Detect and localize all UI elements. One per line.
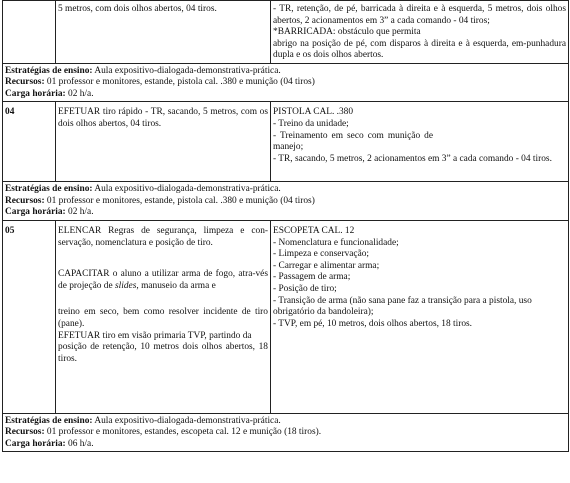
resources-line — [5, 77, 566, 89]
objective-text: EFETUAR tiro rápido - TR, sacando, 5 metros, com os dois olhos abertos, 04 tiros. — [58, 107, 268, 130]
strategies-line — [5, 66, 566, 78]
content-line: - Limpeza e conservação; — [273, 249, 370, 260]
strategies-value: Aula expositivo-dialogada-demonstrativa-prática. — [94, 65, 281, 76]
workload-value: 02 h/a. — [68, 88, 94, 99]
table-footer-row — [3, 182, 569, 221]
resources-label: Recursos: — [5, 77, 45, 88]
table-row — [3, 220, 569, 413]
unit-number-cell — [3, 1, 56, 64]
objective-text: 5 metros, com dois olhos abertos, 04 tiros. — [58, 4, 217, 14]
resources-label: Recursos: — [5, 195, 45, 206]
unit-number-cell: 05 — [3, 220, 56, 413]
course-plan-table — [2, 0, 569, 452]
objective-text: treino em seco, bem como resolver incidente de tiro (pane). — [58, 307, 268, 329]
content-line: PISTOLA CAL. .380 — [273, 107, 354, 118]
strategies-line — [5, 184, 566, 196]
resources-line — [5, 196, 566, 208]
table-row — [3, 102, 569, 182]
resources-label: Recursos: — [5, 427, 45, 438]
objective-cell — [56, 1, 271, 64]
content-cell — [271, 102, 569, 182]
strategies-value: Aula expositivo-dialogada-demonstrativa-prática. — [94, 415, 281, 426]
content-line: - Carregar e alimentar arma; — [273, 260, 380, 271]
resources-value: 01 professor e monitores, estandes, escopeta cal. 12 e munição (18 tiros). — [46, 427, 322, 438]
content-line: - Nomenclatura e funcionalidade; — [273, 237, 399, 248]
workload-label: Carga horária: — [5, 207, 66, 218]
resources-line — [5, 427, 566, 439]
content-line: obrigatório da bandoleira); — [273, 307, 374, 318]
content-line: - Treinamento em seco com munição de manejo; — [273, 130, 433, 153]
workload-line — [5, 207, 566, 219]
workload-value: 06 h/a. — [68, 438, 94, 449]
workload-label: Carga horária: — [5, 88, 66, 99]
strategies-label: Estratégias de ensino: — [5, 184, 93, 195]
workload-label: Carga horária: — [5, 438, 66, 449]
workload-value: 02 h/a. — [68, 207, 94, 218]
content-line: abrigo na posição de pé, com disparos à direita e à esquerda, em-punhadura dupla e os dois olhos abertos. — [273, 38, 566, 61]
table-row — [3, 1, 569, 64]
objective-cell — [56, 220, 271, 413]
block-footer — [3, 182, 569, 221]
objective-text: ELENCAR Regras de segurança, limpeza e con-servação, nomenclatura e posição de tiro. — [58, 225, 268, 248]
block-footer — [3, 413, 569, 452]
block-footer — [3, 63, 569, 102]
content-line: - TR, sacando, 5 metros, 2 acionamentos em 3” a cada comando - 04 tiros. — [273, 153, 552, 164]
workload-line — [5, 89, 566, 101]
content-line: - TVP, em pé, 10 metros, dois olhos abertos, 18 tiros. — [273, 318, 473, 329]
table-footer-row — [3, 63, 569, 102]
content-cell — [271, 220, 569, 413]
objective-text: CAPACITAR o aluno a utilizar arma de fogo, atra-vés de projeção de slides, manuseio da arma e — [58, 269, 268, 291]
resources-value: 01 professor e monitores, estande, pistola cal. .380 e munição (04 tiros) — [46, 77, 315, 88]
content-line: *BARRICADA: obstáculo que permita — [273, 27, 421, 38]
objective-text: posição de retenção, 10 metros dois olhos abertos, 18 tiros. — [58, 342, 268, 364]
objective-text: EFETUAR tiro em visão primaria TVP, partindo da — [58, 330, 252, 341]
content-line: - Transição de arma (não sana pane faz a transição para a pistola, uso — [273, 295, 532, 306]
content-line: - Treino da unidade; — [273, 119, 349, 130]
strategies-value: Aula expositivo-dialogada-demonstrativa-prática. — [94, 184, 281, 195]
content-line: ESCOPETA CAL. 12 — [273, 225, 355, 236]
content-cell — [271, 1, 569, 64]
content-line: - Passagem de arma; — [273, 272, 351, 283]
resources-value: 01 professor e monitores, estande, pistola cal. .380 e munição (04 tiros) — [46, 195, 315, 206]
strategies-label: Estratégias de ensino: — [5, 415, 93, 426]
content-line: - TR, retenção, de pé, barricada à direita e à esquerda, 5 metros, dois olhos abertos, 2 acionamentos em 3” a cada comando - 04 tiros; — [273, 4, 566, 26]
table-footer-row — [3, 413, 569, 452]
strategies-line — [5, 416, 566, 428]
objective-cell — [56, 102, 271, 182]
content-line: - Posição de tiro; — [273, 283, 337, 294]
unit-number-cell: 04 — [3, 102, 56, 182]
strategies-label: Estratégias de ensino: — [5, 65, 93, 76]
workload-line — [5, 439, 566, 451]
